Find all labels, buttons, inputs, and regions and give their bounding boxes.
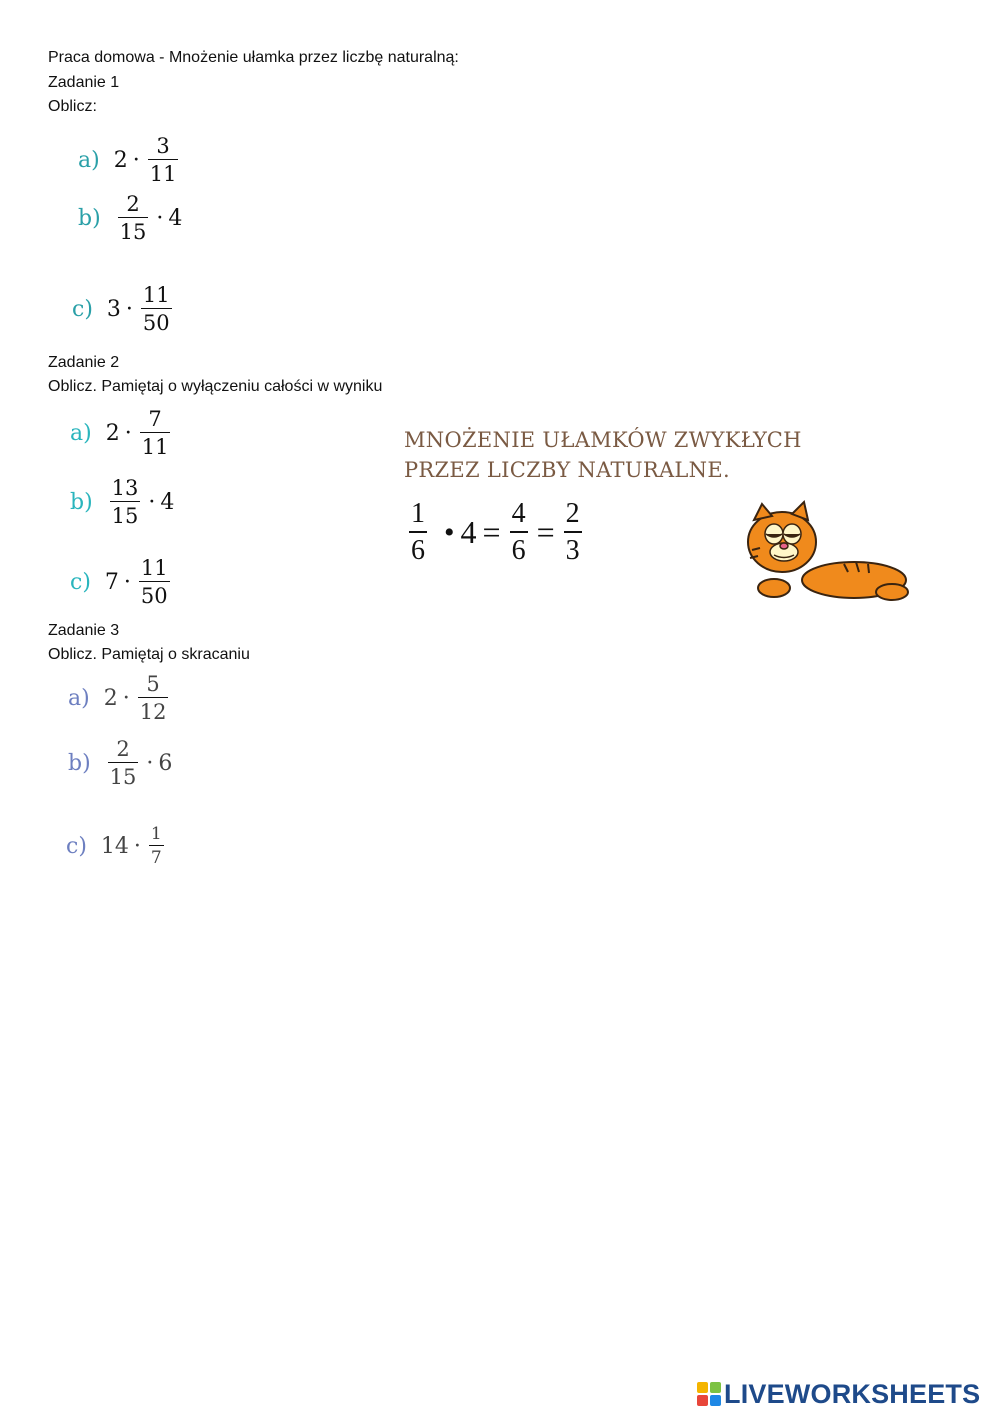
garfield-cartoon-image	[744, 500, 912, 604]
numerator: 11	[140, 556, 168, 580]
task3-exercise-a	[68, 672, 171, 724]
fraction	[115, 192, 152, 244]
whole-number: 4	[460, 514, 477, 550]
whole-number: 2	[113, 147, 128, 173]
numerator: 3	[156, 134, 170, 158]
page-title: Praca domowa - Mnożenie ułamka przez liczbę naturalną:	[48, 49, 459, 66]
fraction	[107, 476, 144, 528]
task2-heading: Zadanie 2	[48, 354, 120, 371]
fraction	[135, 672, 172, 724]
numerator: 13	[111, 476, 139, 500]
whole-number: 6	[158, 750, 173, 776]
rule-title-line2: PRZEZ LICZBY NATURALNE.	[404, 458, 730, 482]
logo-square-4	[710, 1395, 721, 1406]
liveworksheets-logo-text: LIVEWORKSHEETS	[724, 1378, 981, 1409]
denominator: 6	[510, 531, 528, 567]
exercise-label: c)	[70, 569, 91, 595]
exercise-label: c)	[66, 833, 87, 859]
multiply-sign: ·	[156, 205, 164, 231]
numerator: 5	[146, 672, 160, 696]
numerator: 1	[150, 824, 162, 844]
rule-title-line1: MNOŻENIE UŁAMKÓW ZWYKŁYCH	[404, 428, 802, 452]
denominator: 6	[409, 531, 427, 567]
task1-heading: Zadanie 1	[48, 74, 120, 91]
task1-instruction: Oblicz:	[48, 98, 97, 115]
whole-number: 3	[106, 296, 121, 322]
fraction	[406, 498, 430, 567]
logo-square-2	[710, 1382, 721, 1393]
denominator: 3	[564, 531, 582, 567]
task1-exercise-b	[78, 192, 182, 244]
rule-title	[404, 425, 802, 485]
whole-number: 2	[103, 685, 118, 711]
multiply-sign: ·	[148, 489, 156, 515]
multiply-sign: ·	[146, 750, 154, 776]
multiply-sign: ·	[124, 420, 132, 446]
whole-number: 7	[104, 569, 119, 595]
task3-heading: Zadanie 3	[48, 622, 120, 639]
denominator: 7	[149, 845, 164, 868]
multiply-sign: ·	[133, 833, 141, 859]
multiply-sign: ·	[122, 685, 130, 711]
multiply-sign: ·	[125, 296, 133, 322]
fraction	[145, 134, 182, 186]
task1-exercise-a	[78, 134, 181, 186]
numerator: 7	[148, 407, 162, 431]
exercise-label: a)	[70, 420, 92, 446]
denominator: 15	[110, 501, 141, 528]
fraction	[507, 498, 531, 567]
rule-example-formula	[406, 498, 585, 567]
task3-exercise-c	[66, 824, 167, 868]
denominator: 11	[140, 432, 171, 459]
fraction	[105, 737, 142, 789]
fraction	[138, 283, 175, 335]
fraction	[561, 498, 585, 567]
logo-square-1	[697, 1382, 708, 1393]
fraction	[136, 556, 173, 608]
task2-exercise-c	[70, 556, 173, 608]
whole-number: 2	[105, 420, 120, 446]
numerator: 2	[126, 192, 140, 216]
denominator: 11	[148, 159, 179, 186]
multiply-sign: •	[444, 515, 455, 549]
whole-number: 4	[160, 489, 175, 515]
equals-sign: =	[536, 514, 555, 550]
task2-exercise-b	[70, 476, 174, 528]
denominator: 15	[108, 762, 139, 789]
task3-exercise-b	[68, 737, 172, 789]
exercise-label: b)	[78, 205, 101, 231]
whole-number: 4	[168, 205, 183, 231]
numerator: 1	[411, 498, 425, 529]
numerator: 4	[511, 498, 526, 529]
exercise-label: c)	[72, 296, 93, 322]
task2-exercise-a	[70, 407, 173, 459]
exercise-label: a)	[68, 685, 90, 711]
whole-number: 14	[100, 833, 129, 859]
fraction	[146, 824, 167, 868]
denominator: 50	[139, 581, 170, 608]
numerator: 2	[565, 498, 580, 529]
exercise-label: a)	[78, 147, 100, 173]
numerator: 11	[142, 283, 170, 307]
fraction	[137, 407, 174, 459]
liveworksheets-logo-icon	[697, 1382, 721, 1406]
task2-instruction: Oblicz. Pamiętaj o wyłączeniu całości w wyniku	[48, 378, 383, 395]
logo-square-3	[697, 1395, 708, 1406]
equals-sign: =	[482, 514, 501, 550]
task1-exercise-c	[72, 283, 175, 335]
denominator: 15	[118, 217, 149, 244]
exercise-label: b)	[68, 750, 91, 776]
denominator: 50	[141, 308, 172, 335]
task3-instruction: Oblicz. Pamiętaj o skracaniu	[48, 646, 250, 663]
multiply-sign: ·	[132, 147, 140, 173]
numerator: 2	[116, 737, 130, 761]
liveworksheets-logo[interactable]	[697, 1380, 980, 1408]
exercise-label: b)	[70, 489, 93, 515]
multiply-sign: ·	[123, 569, 131, 595]
denominator: 12	[138, 697, 169, 724]
